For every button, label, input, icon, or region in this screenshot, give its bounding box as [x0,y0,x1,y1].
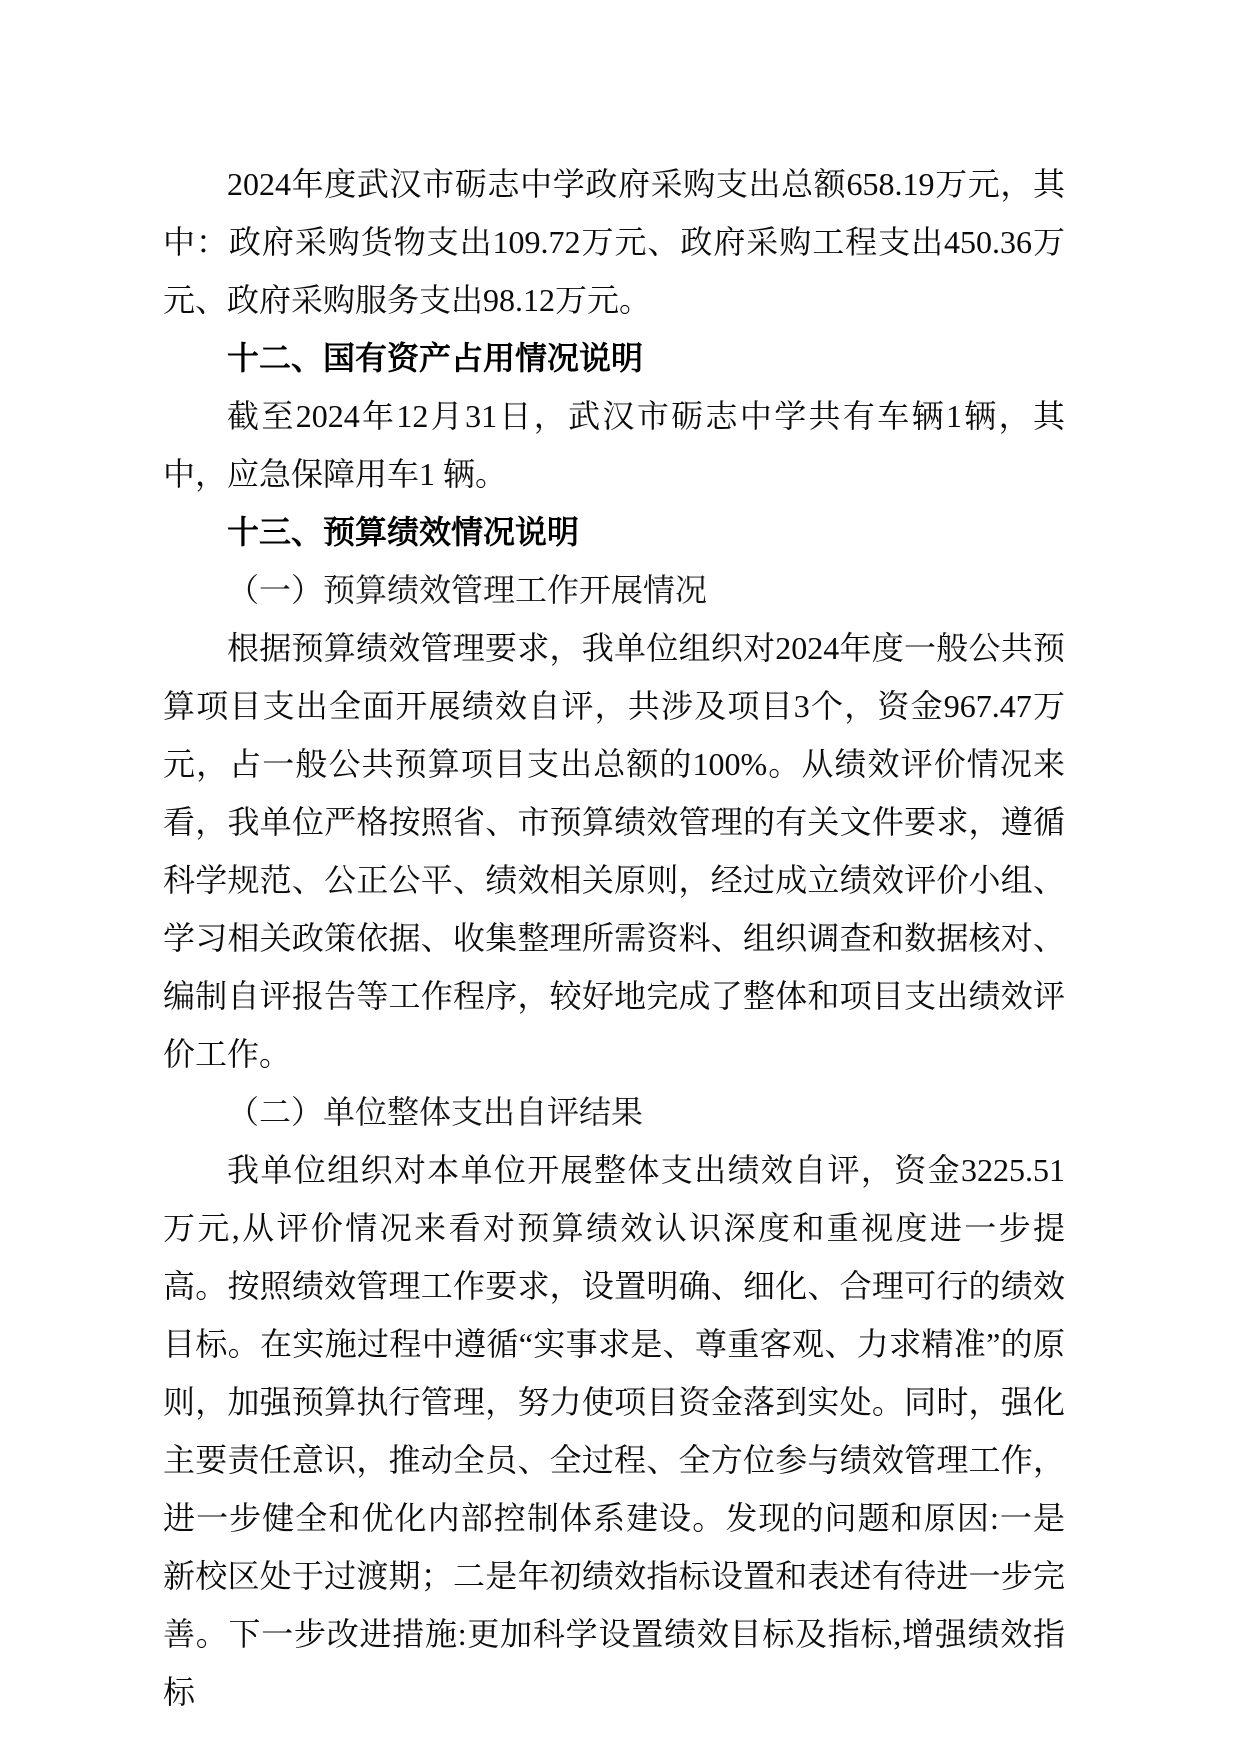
heading-section-12-state-assets: 十二、国有资产占用情况说明 [227,340,644,376]
subheading-13-2-overall-expenditure-result: （二）单位整体支出自评结果 [227,1094,644,1130]
paragraph-performance-self-evaluation: 根据预算绩效管理要求，我单位组织对2024年度一般公共预算项目支出全面开展绩效自评，共涉及项目3个，资金967.47万元，占一般公共预算项目支出总额的100%。从绩效评价情况来看，我单位严格按照省、市预算绩效管理的有关文件要求，遵循科学规范、公正公平、绩效相关原则，经过成立绩效评价小组、学习相关政策依据、收集整理所需资料、组织调查和数据核对、编制自评报告等工作程序，较好地完成了整体和项目支出绩效评价工作。 [163,630,1065,1072]
document-content [163,155,1065,1721]
paragraph-gov-procurement-summary: 2024年度武汉市砺志中学政府采购支出总额658.19万元，其中：政府采购货物支出109.72万元、政府采购工程支出450.36万元、政府采购服务支出98.12万元。 [163,166,1065,318]
paragraph-state-assets-vehicles: 截至2024年12月31日，武汉市砺志中学共有车辆1辆，其中，应急保障用车1 辆。 [163,398,1065,492]
heading-section-13-budget-performance: 十三、预算绩效情况说明 [227,514,580,550]
subheading-13-1-performance-management-work: （一）预算绩效管理工作开展情况 [227,572,708,608]
paragraph-overall-self-evaluation-result: 我单位组织对本单位开展整体支出绩效自评，资金3225.51万元,从评价情况来看对预算绩效认识深度和重视度进一步提高。按照绩效管理工作要求，设置明确、细化、合理可行的绩效目标。在实施过程中遵循“实事求是、尊重客观、力求精准”的原则，加强预算执行管理，努力使项目资金落到实处。同时，强化主要责任意识，推动全员、全过程、全方位参与绩效管理工作，进一步健全和优化内部控制体系建设。发现的问题和原因:一是新校区处于过渡期；二是年初绩效指标设置和表述有待进一步完善。下一步改进措施:更加科学设置绩效目标及指标,增强绩效指标 [163,1152,1065,1710]
